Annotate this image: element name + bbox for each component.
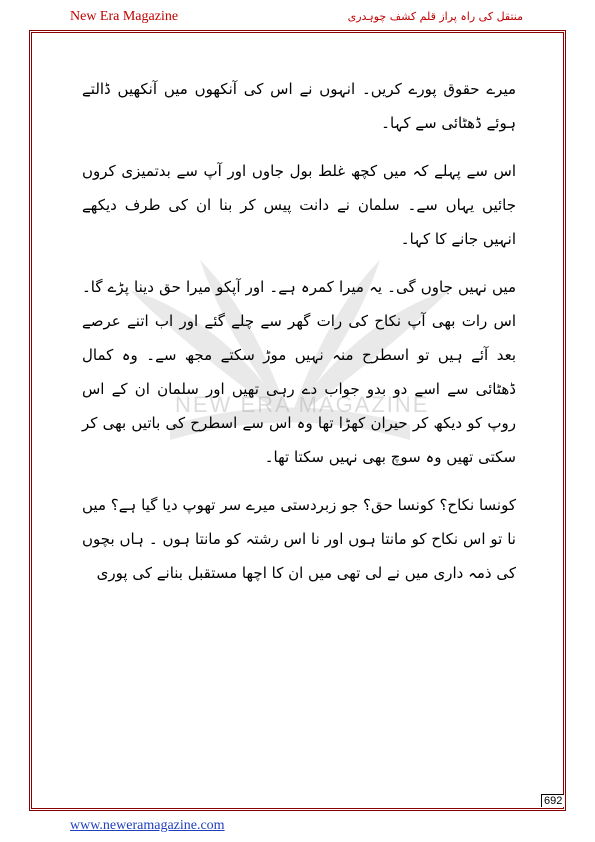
page-number: 692: [541, 794, 564, 807]
magazine-name: New Era Magazine: [70, 9, 179, 24]
paragraph: میں نہیں جاوں گی۔ یہ میرا کمرہ ہے۔ اور آپکو میرا حق دینا پڑے گا۔ اس رات بھی آپ نکاح کی رات گھر سے چلے گئے اور اب اتنے عرصے بعد آئے ہیں تو اسطرح منہ نہیں موڑ سکتے مجھ سے۔ وہ کمال ڈھٹائی سے اسے دو بدو جواب دے رہی تھیں اور سلمان ان کے اس روپ کو دیکھ کر حیران کھڑا تھا وہ اس سے اسطرح کی باتیں بھی کر سکتی تھیں وہ سوچ بھی نہیں سکتا تھا۔: [82, 278, 516, 466]
paragraph: کونسا نکاح؟ کونسا حق؟ جو زبردستی میرے سر تھوپ دیا گیا ہے؟ میں نا تو اس نکاح کو مانتا ہوں اور نا اس رشتہ کو مانتا ہوں ۔ ہاں بچوں کی ذمہ داری میں نے لی تھی میں ان کا اچھا مستقبل بنانے کی پوری: [82, 496, 516, 582]
paragraph: میرے حقوق پورے کریں۔ انہوں نے اس کی آنکھوں میں آنکھیں ڈالتے ہوئے ڈھٹائی سے کہا۔: [82, 80, 516, 132]
novel-title: منتقل کی راہ پراز قلم کشف چوہدری: [347, 10, 523, 23]
article-body: [82, 72, 516, 604]
website-link[interactable]: www.neweramagazine.com: [70, 818, 225, 833]
paragraph: اس سے پہلے کہ میں کچھ غلط بول جاوں اور آپ سے بدتمیزی کروں جائیں یہاں سے۔ سلمان نے دانت پیس کر بنا ان کی طرف دیکھے انہیں جانے کا کہا۔: [82, 162, 516, 248]
watermark-text: NEW ERA MAGAZINE: [175, 392, 430, 417]
